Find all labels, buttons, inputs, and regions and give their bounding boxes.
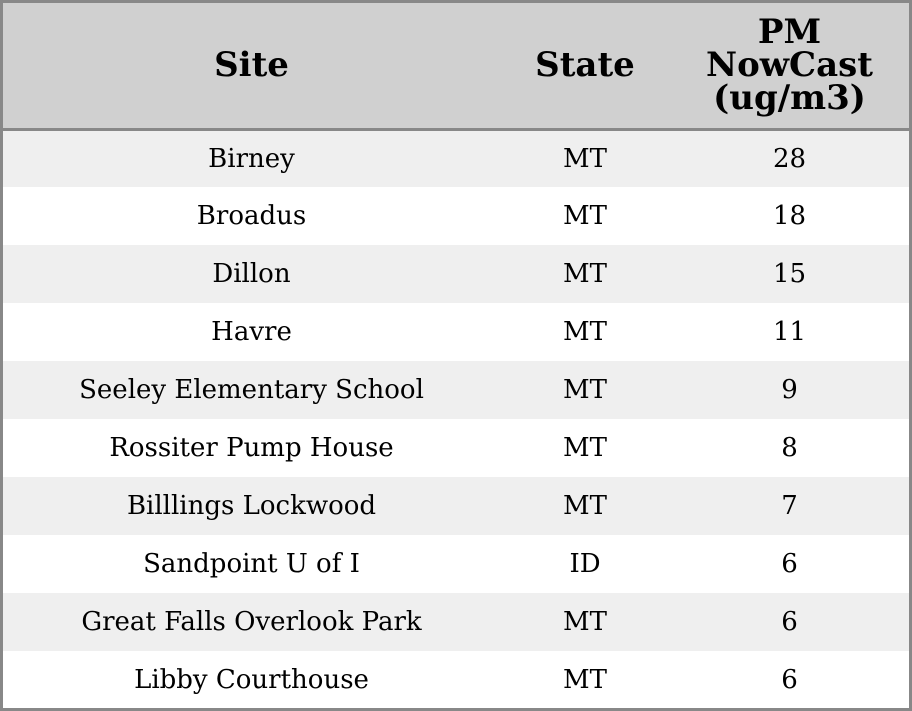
cell-state: MT [563,665,607,695]
table-row [3,419,909,477]
cell-site: Broadus [196,201,307,231]
cell-site: Billlings Lockwood [126,491,377,521]
table-header [3,3,909,129]
cell-state: MT [563,375,607,405]
cell-pm: 7 [781,491,798,521]
cell-site: Great Falls Overlook Park [81,607,422,637]
cell-pm: 6 [781,549,798,579]
cell-state: ID [569,549,601,579]
column-header-site: Site [3,3,500,129]
cell-state: MT [563,259,607,289]
table-row [3,245,909,303]
cell-state: MT [563,317,607,347]
cell-state: MT [563,143,607,174]
table-row [3,187,909,245]
cell-pm: 6 [781,665,798,695]
cell-site: Sandpoint U of I [143,549,360,579]
cell-site: Havre [211,317,292,347]
cell-pm: 11 [772,317,807,347]
table-row [3,651,909,709]
cell-site: Seeley Elementary School [79,375,424,405]
cell-state: MT [563,433,607,463]
cell-site: Dillon [212,259,291,289]
column-header-pm-line: (ug/m3) [713,77,866,118]
cell-site: Libby Courthouse [134,665,369,695]
header-row [3,3,909,129]
table-row [3,303,909,361]
table-row [3,129,909,187]
table-row [3,477,909,535]
cell-state: MT [563,201,607,231]
column-header-pm-line: PM [757,11,822,52]
cell-state: MT [563,491,607,521]
column-header-pm-line: NowCast [706,44,873,85]
cell-state: MT [563,607,607,637]
table-body [3,129,909,709]
pm-nowcast-table [3,3,909,709]
table-row [3,593,909,651]
cell-pm: 18 [772,201,807,231]
cell-pm: 28 [772,143,807,174]
cell-site: Rossiter Pump House [109,433,394,463]
column-header-pm [670,3,909,129]
cell-pm: 6 [781,607,798,637]
table-row [3,361,909,419]
column-header-state: State [500,3,670,129]
cell-pm: 15 [772,259,807,289]
cell-pm: 9 [781,375,798,405]
cell-pm: 8 [781,433,798,463]
cell-site: Birney [208,143,295,174]
table-row [3,535,909,593]
